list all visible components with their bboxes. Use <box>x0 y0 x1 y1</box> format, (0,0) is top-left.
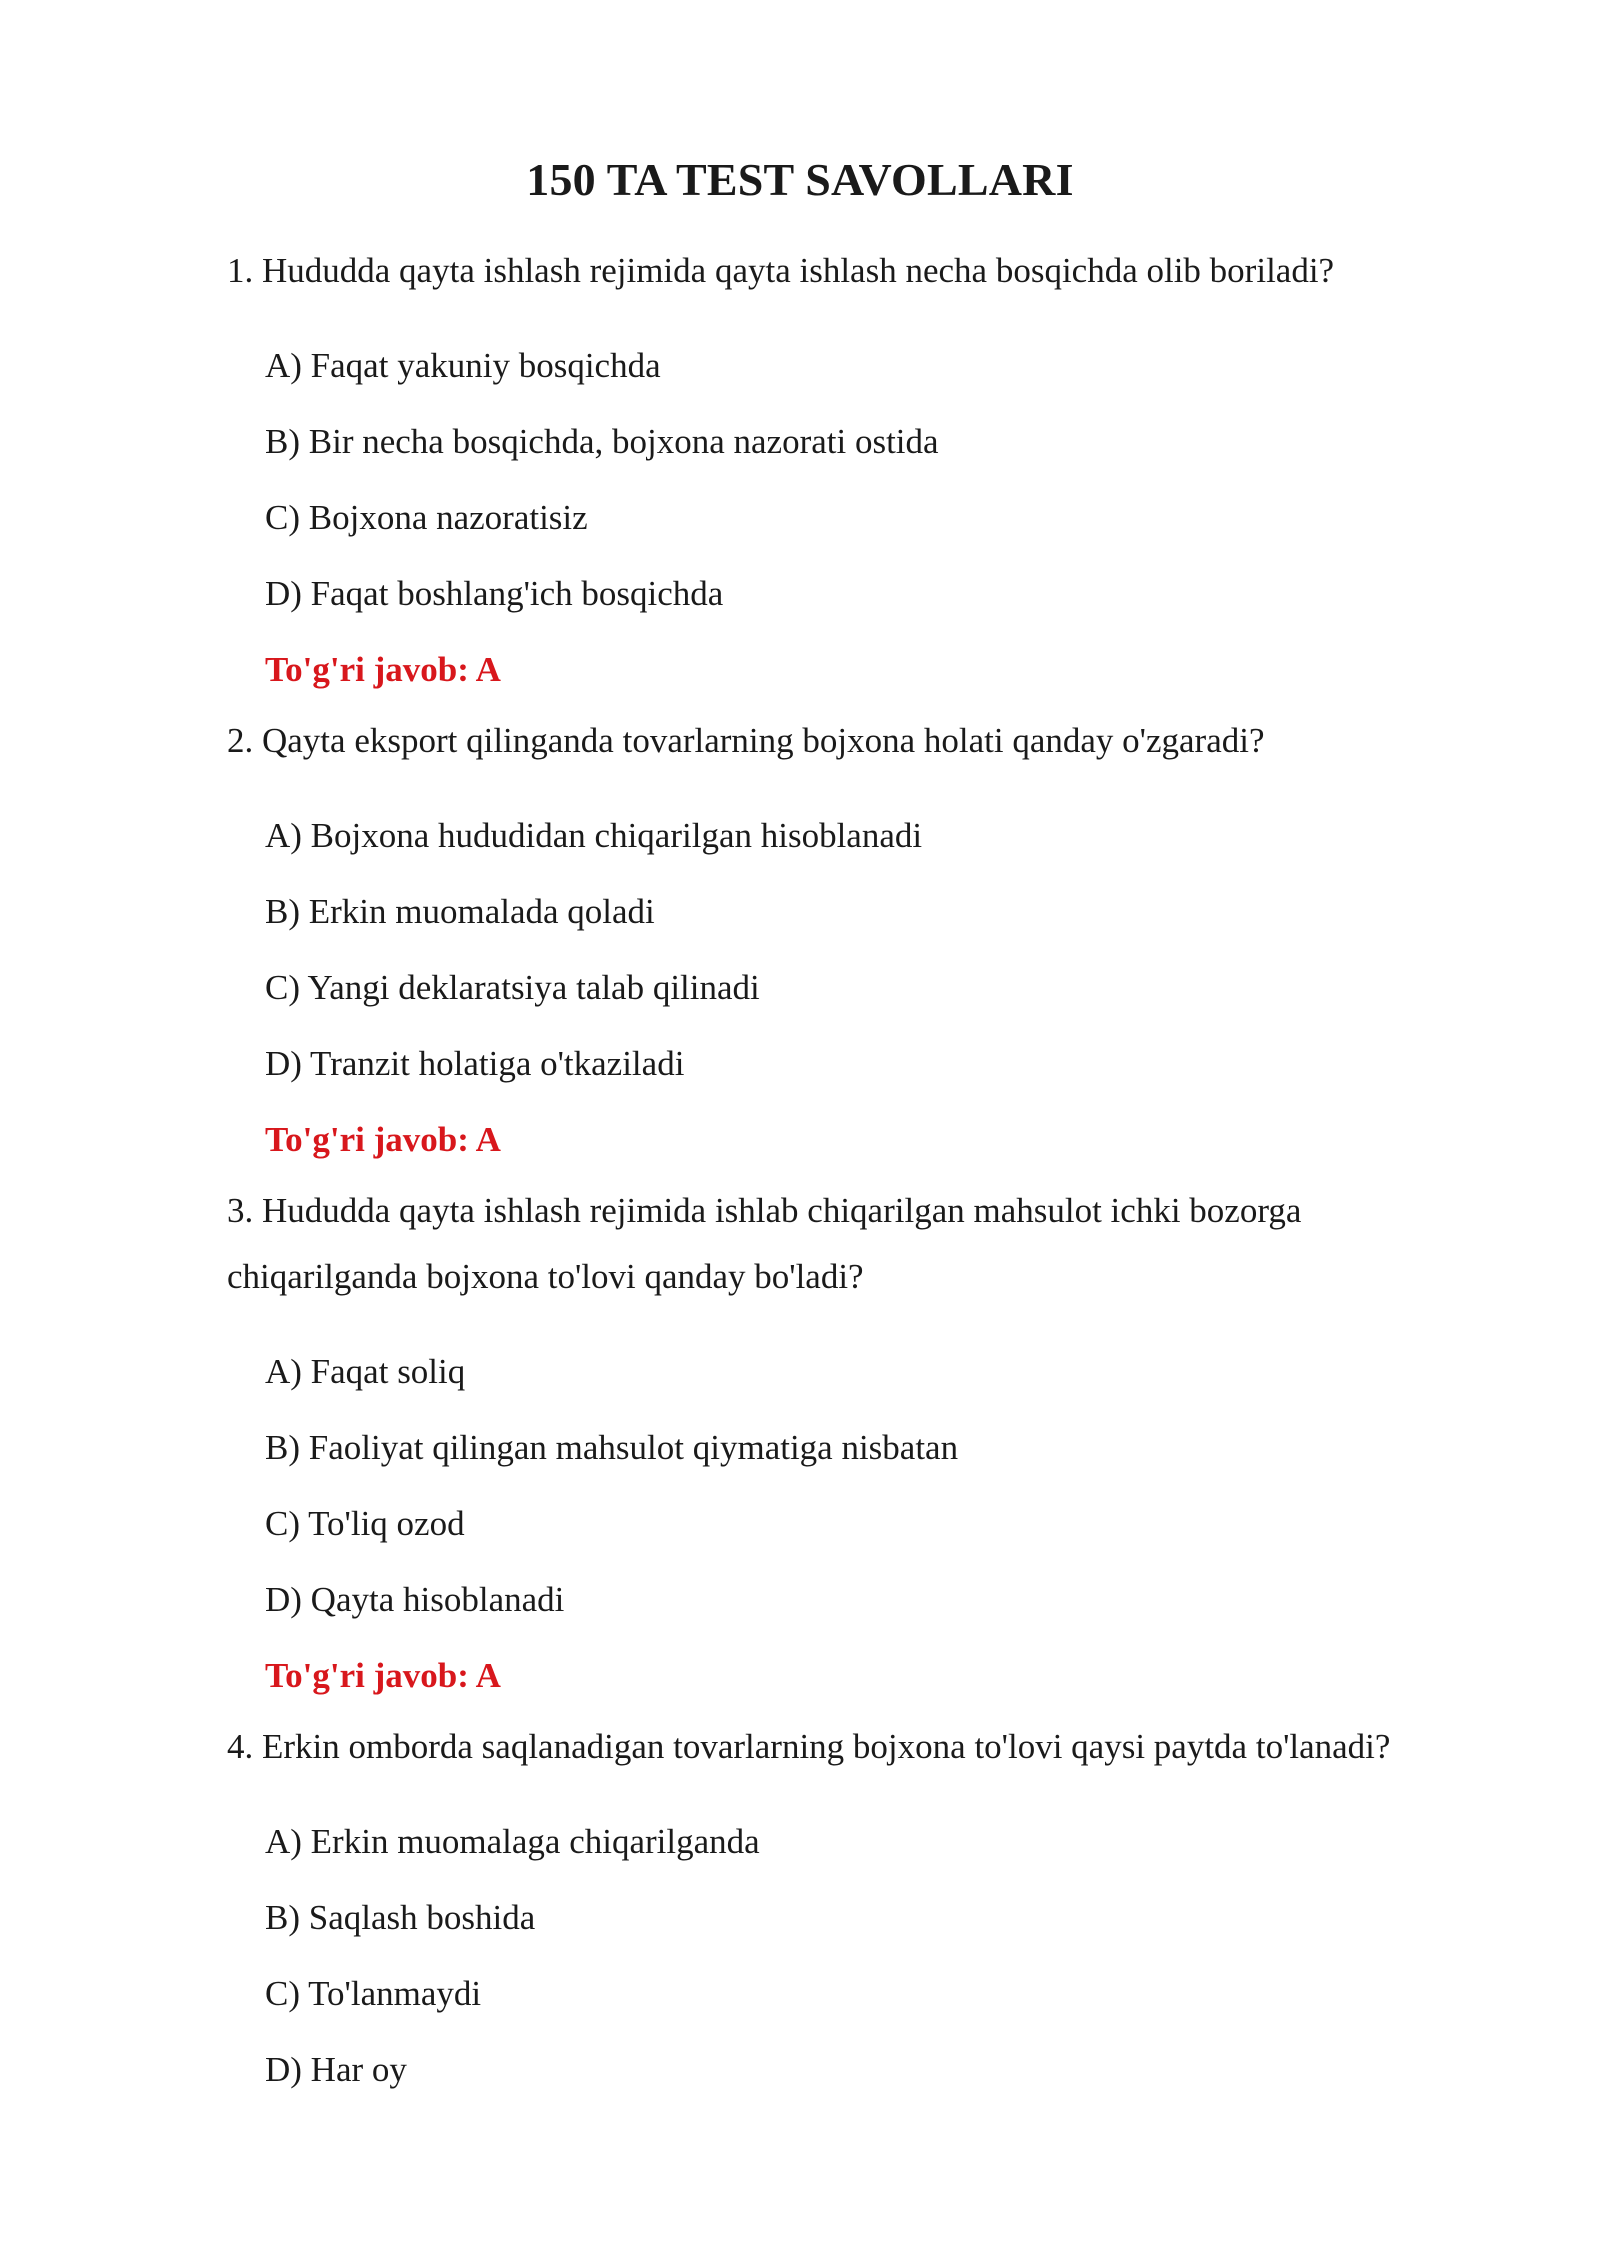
option-b: B) Bir necha bosqichda, bojxona nazorati ostida <box>265 422 939 461</box>
option-b: B) Saqlash boshida <box>265 1898 536 1937</box>
question-block-1 <box>227 238 1487 708</box>
options-list <box>227 1804 1487 2108</box>
options-list <box>227 798 1487 1102</box>
questions-list <box>227 238 1487 2108</box>
options-list <box>227 1334 1487 1638</box>
document-title: 150 TA TEST SAVOLLARI <box>526 154 1074 205</box>
option-a: A) Erkin muomalaga chiqarilganda <box>265 1822 760 1861</box>
question-text: 3. Hududda qayta ishlash rejimida ishlab chiqarilgan mahsulot ichki bozorga chiqarilganda bojxona to'lovi qanday bo'ladi? <box>227 1191 1302 1296</box>
correct-answer: To'g'ri javob: A <box>265 650 501 689</box>
option-b: B) Faoliyat qilingan mahsulot qiymatiga nisbatan <box>265 1428 959 1467</box>
correct-answer: To'g'ri javob: A <box>265 1656 501 1695</box>
question-block-2 <box>227 708 1487 1178</box>
option-a: A) Faqat yakuniy bosqichda <box>265 346 661 385</box>
option-c: C) To'liq ozod <box>265 1504 465 1543</box>
correct-answer: To'g'ri javob: A <box>265 1120 501 1159</box>
question-block-3 <box>227 1178 1487 1714</box>
question-text: 4. Erkin omborda saqlanadigan tovarlarning bojxona to'lovi qaysi paytda to'lanadi? <box>227 1727 1391 1766</box>
option-c: C) Bojxona nazoratisiz <box>265 498 588 537</box>
option-d: D) Har oy <box>265 2050 407 2089</box>
option-a: A) Faqat soliq <box>265 1352 466 1391</box>
option-c: C) To'lanmaydi <box>265 1974 482 2013</box>
option-d: D) Faqat boshlang'ich bosqichda <box>265 574 724 613</box>
option-c: C) Yangi deklaratsiya talab qilinadi <box>265 968 760 1007</box>
question-block-4 <box>227 1714 1487 2108</box>
option-d: D) Qayta hisoblanadi <box>265 1580 565 1619</box>
question-text: 2. Qayta eksport qilinganda tovarlarning bojxona holati qanday o'zgaradi? <box>227 721 1265 760</box>
options-list <box>227 328 1487 632</box>
question-text: 1. Hududda qayta ishlash rejimida qayta ishlash necha bosqichda olib boriladi? <box>227 251 1335 290</box>
option-a: A) Bojxona hududidan chiqarilgan hisoblanadi <box>265 816 923 855</box>
option-b: B) Erkin muomalada qoladi <box>265 892 655 931</box>
option-d: D) Tranzit holatiga o'tkaziladi <box>265 1044 685 1083</box>
